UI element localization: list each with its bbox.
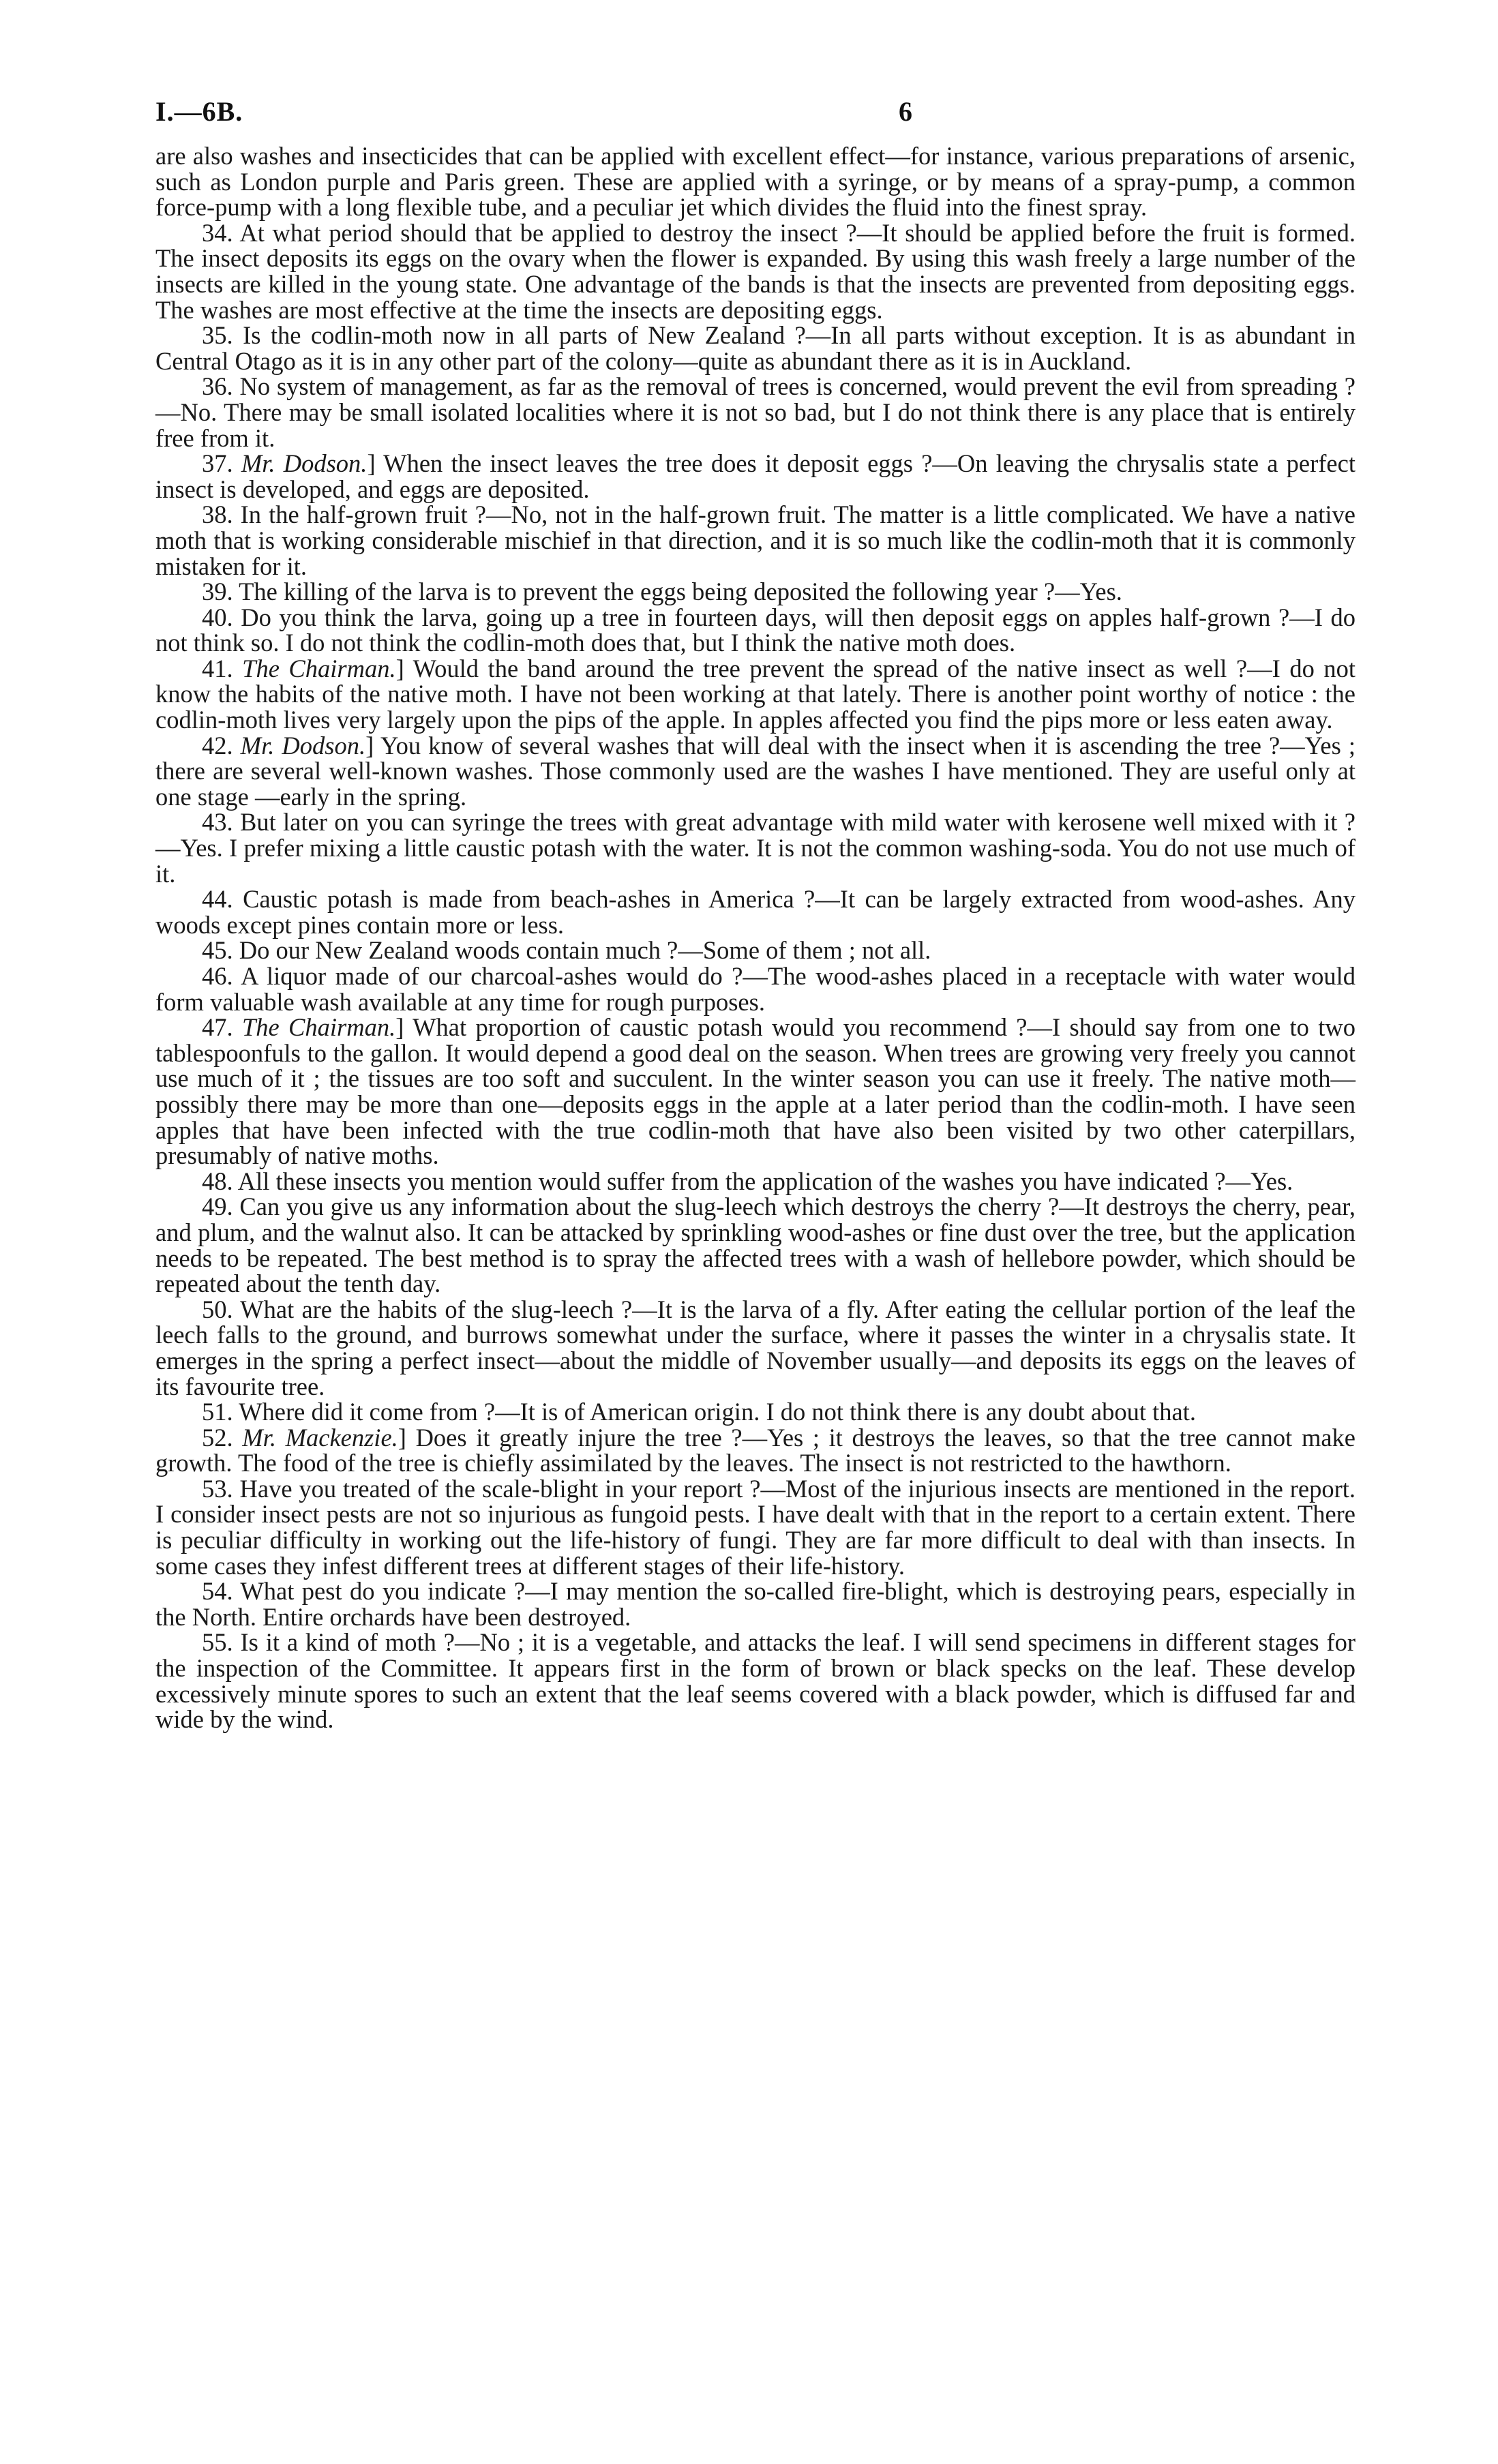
speaker-name: Mr. Dodson. [240,731,366,760]
paragraph-34: 34. At what period should that be applied to destroy the insect ?—It should be applied before the fruit is formed. The insect deposits its eggs on the ovary when the flower is expanded. By using this wash freely a large number of the insects are killed in the young state. One advantage of the bands is that the insects are prevented from depositing eggs. The washes are most effective at the time the insects are depositing eggs. [155,218,1355,324]
evidence-text [155,143,1355,1732]
paragraph-42: 42. Mr. Dodson.] You know of several washes that will deal with the insect when it is ascending the tree ?—Yes ; there are several well-known washes. Those commonly used are the washes I have mentioned. They are useful only at one stage —early in the spring. [155,731,1355,811]
paragraph-45: 45. Do our New Zealand woods contain much ?—Some of them ; not all. [202,936,931,965]
paragraph-35: 35. Is the codlin-moth now in all parts of New Zealand ?—In all parts without exception. It is as abundant in Central Otago as it is in any other part of the colony—quite as abundant there as it is in Auckland. [155,321,1355,375]
speaker-name: Mr. Mackenzie. [242,1423,398,1452]
paragraph-number: 42. [202,731,233,760]
paragraph-continued: are also washes and insecticides that can be applied with excellent effect—for instance, various preparations of arsenic, such as London purple and Paris green. These are applied with a syringe, or by means of a spray-pump, a common force-pump with a long flexible tube, and a peculiar jet which divides the fluid into the finest spray. [155,142,1355,222]
paragraph-body: Would the band around the tree prevent the spread of the native insect as well ?—I do not know the habits of the native moth. I have not been working at that lately. There is another point worthy of notice : the codlin-moth lives very largely upon the pips of the apple. In apples affected you find the pips more or less eaten away. [155,654,1355,734]
paragraph-51: 51. Where did it come from ?—It is of American origin. I do not think there is any doubt about that. [202,1398,1196,1426]
paragraph-55: 55. Is it a kind of moth ?—No ; it is a vegetable, and attacks the leaf. I will send specimens in different stages for the inspection of the Committee. It appears first in the form of brown or black specks on the leaf. These develop excessively minute spores to such an extent that the leaf seems covered with a black powder, which is diffused far and wide by the wind. [155,1628,1355,1734]
paragraph-52: 52. Mr. Mackenzie.] Does it greatly injure the tree ?—Yes ; it destroys the leaves, so that the tree cannot make growth. The food of the tree is chiefly assimilated by the leaves. The insect is not restricted to the hawthorn. [155,1423,1356,1477]
paragraph-number: 41. [202,654,233,682]
paragraph-46: 46. A liquor made of our charcoal-ashes would do ?—The wood-ashes placed in a receptacle with water would form valuable wash available at any time for rough purposes. [155,962,1355,1016]
paragraph-53: 53. Have you treated of the scale-blight in your report ?—Most of the injurious insects are mentioned in the report. I consider insect pests are not so injurious as fungoid pests. I have dealt with that in the report to a certain extent. There is peculiar difficulty in working out the life-history of fungi. They are far more difficult to deal with than insects. In some cases they infest different trees at different stages of their life-history. [155,1474,1355,1580]
paragraph-54: 54. What pest do you indicate ?—I may mention the so-called fire-blight, which is destroying pears, especially in the North. Entire orchards have been destroyed. [155,1577,1355,1631]
paragraph-41: 41. The Chairman.] Would the band around the tree prevent the spread of the native insect as well ?—I do not know the habits of the native moth. I have not been working at that lately. There is another point worthy of notice : the codlin-moth lives very largely upon the pips of the apple. In apples affected you find the pips more or less eaten away. [155,654,1355,734]
paragraph-37: 37. Mr. Dodson.] When the insect leaves the tree does it deposit eggs ?—On leaving the chrysalis state a perfect insect is developed, and eggs are deposited. [155,449,1355,503]
paragraph-body: What proportion of caustic potash would you recommend ?—I should say from one to two tablespoonfuls to the gallon. It would depend a good deal on the season. When trees are growing very freely you cannot use much of it ; the tissues are too soft and succulent. In the winter season you can use it freely. The native moth—possibly there may be more than one—deposits eggs in the apple at a later period than the codlin-moth. I have seen apples that have been infected with the true codlin-moth that have also been visited by two other caterpillars, presumably of native moths. [155,1013,1355,1170]
paragraph-47: 47. The Chairman.] What proportion of caustic potash would you recommend ?—I should say from one to two tablespoonfuls to the gallon. It would depend a good deal on the season. When trees are growing very freely you cannot use much of it ; the tissues are too soft and succulent. In the winter season you can use it freely. The native moth—possibly there may be more than one—deposits eggs in the apple at a later period than the codlin-moth. I have seen apples that have been infected with the true codlin-moth that have also been visited by two other caterpillars, presumably of native moths. [155,1013,1355,1170]
paragraph-44: 44. Caustic potash is made from beach-ashes in America ?—It can be largely extracted from wood-ashes. Any woods except pines contain more or less. [155,885,1355,939]
paragraph-43: 43. But later on you can syringe the trees with great advantage with mild water with kerosene well mixed with it ?—Yes. I prefer mixing a little caustic potash with the water. It is not the common washing-soda. You do not use much of it. [155,808,1355,888]
document-page [155,95,1355,1732]
paragraph-body: You know of several washes that will deal with the insect when it is ascending the tree ?—Yes ; there are several well-known washes. Those commonly used are the washes I have mentioned. They are useful only at one stage —early in the spring. [155,731,1355,811]
paragraph-body: When the insect leaves the tree does it deposit eggs ?—On leaving the chrysalis state a perfect insect is developed, and eggs are deposited. [155,449,1355,503]
speaker-name: Mr. Dodson. [241,449,368,478]
page-number: 6 [899,96,912,127]
document-reference: I.—6B. [155,96,243,127]
paragraph-49: 49. Can you give us any information about the slug-leech which destroys the cherry ?—It destroys the cherry, pear, and plum, and the walnut also. It can be attacked by sprinkling wood-ashes or fine dust over the tree, but the application needs to be repeated. The best method is to spray the affected trees with a wash of hellebore powder, which should be repeated about the tenth day. [155,1192,1355,1298]
paragraph-39: 39. The killing of the larva is to prevent the eggs being deposited the following year ?—Yes. [202,577,1122,606]
speaker-name: The Chairman. [241,1013,396,1042]
paragraph-number: 37. [202,449,233,478]
paragraph-36: 36. No system of management, as far as the removal of trees is concerned, would prevent the evil from spreading ?—No. There may be small isolated localities where it is not so bad, but I do not think there is any place that is entirely free from it. [155,372,1355,452]
paragraph-48: 48. All these insects you mention would suffer from the application of the washes you have indicated ?—Yes. [202,1167,1293,1195]
page-header [155,95,1355,143]
paragraph-40: 40. Do you think the larva, going up a tree in fourteen days, will then deposit eggs on apples half-grown ?—I do not think so. I do not think the codlin-moth does that, but I think the native moth does. [155,603,1355,657]
speaker-name: The Chairman. [242,654,396,682]
paragraph-50: 50. What are the habits of the slug-leech ?—It is the larva of a fly. After eating the cellular portion of the leaf the leech falls to the ground, and burrows somewhat under the surface, where it passes the winter in a chrysalis state. It emerges in the spring a perfect insect—about the middle of November usually—and deposits its eggs on the leaves of its favourite tree. [155,1295,1355,1400]
paragraph-number: 52. [202,1423,233,1452]
paragraph-38: 38. In the half-grown fruit ?—No, not in the half-grown fruit. The matter is a little complicated. We have a native moth that is working considerable mischief in that direction, and it is so much like the codlin-moth that it is commonly mistaken for it. [155,500,1355,580]
paragraph-number: 47. [202,1013,233,1042]
paragraph-body: Does it greatly injure the tree ?—Yes ; it destroys the leaves, so that the tree cannot make growth. The food of the tree is chiefly assimilated by the leaves. The insect is not restricted to the hawthorn. [155,1423,1356,1477]
